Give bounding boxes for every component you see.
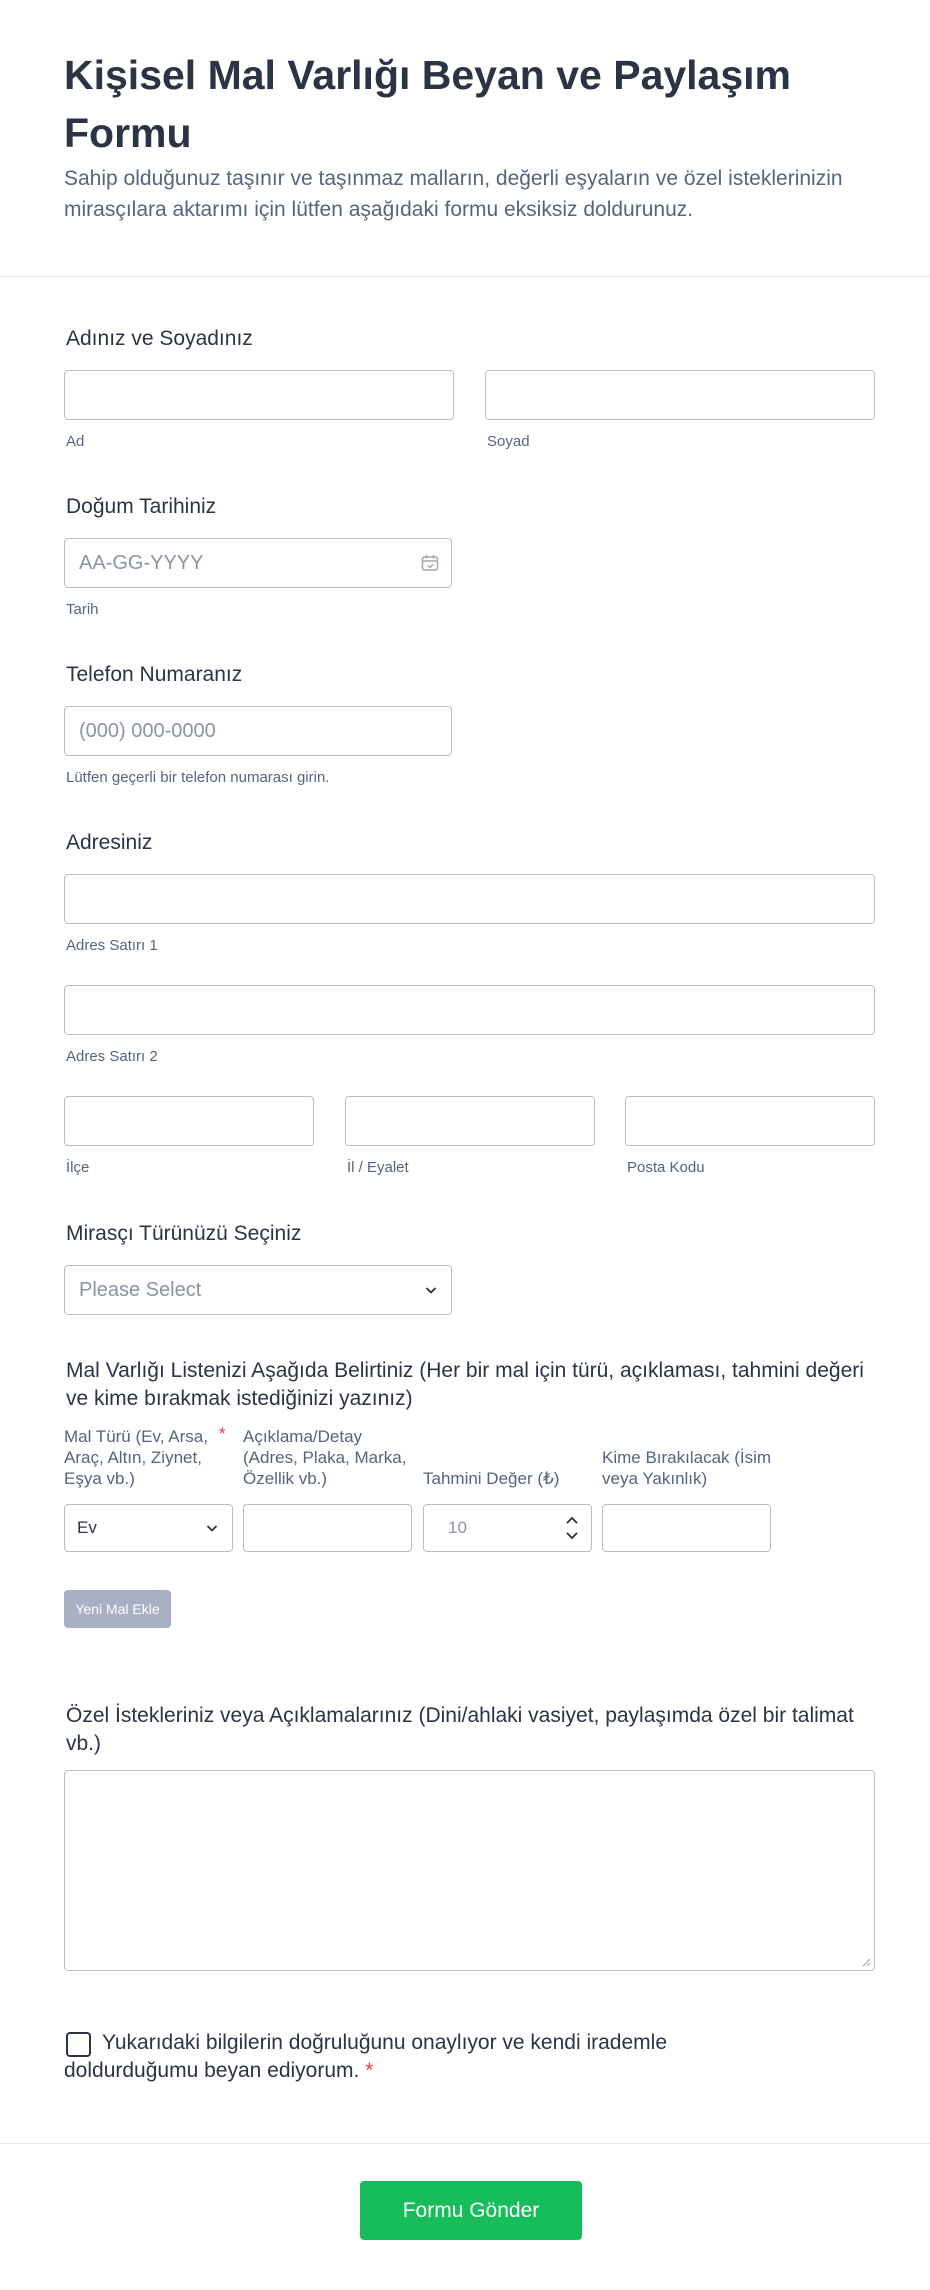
page-subtitle: Sahip olduğunuz taşınır ve taşınmaz malların, değerli eşyaların ve özel isteklerinizin mirasçılara aktarımı için lütfen aşağıdaki formu eksiksiz doldurunuz. bbox=[64, 167, 843, 221]
asset-type-column-header bbox=[64, 1426, 222, 1489]
asset-recipient-input[interactable] bbox=[602, 1504, 771, 1552]
stepper-arrows-icon[interactable] bbox=[565, 1513, 579, 1543]
birth-date-sublabel: Tarih bbox=[66, 601, 99, 618]
notes-label: Özel İstekleriniz veya Açıklamalarınız (Dini/ahlaki vasiyet, paylaşımda özel bir talimat vb.) bbox=[66, 1704, 854, 1755]
calendar-icon[interactable] bbox=[421, 554, 439, 572]
address-line2-sublabel: Adres Satırı 2 bbox=[66, 1048, 158, 1065]
notes-textarea[interactable] bbox=[64, 1770, 875, 1971]
first-name-input[interactable] bbox=[64, 370, 454, 420]
last-name-input[interactable] bbox=[485, 370, 875, 420]
last-name-sublabel: Soyad bbox=[487, 433, 530, 450]
birth-date-input[interactable] bbox=[64, 538, 452, 588]
address-label: Adresiniz bbox=[66, 831, 153, 854]
province-sublabel: İl / Eyalet bbox=[347, 1159, 409, 1176]
consent-text bbox=[64, 2029, 704, 2085]
province-input[interactable] bbox=[345, 1096, 595, 1146]
recipient-column-header: Kime Bırakılacak (İsim veya Yakınlık) bbox=[602, 1448, 772, 1488]
birth-date-placeholder: AA-GG-YYYY bbox=[79, 552, 204, 574]
asset-value-placeholder: 10 bbox=[448, 1518, 467, 1537]
phone-sublabel: Lütfen geçerli bir telefon numarası girin. bbox=[66, 769, 330, 786]
address-line2-input[interactable] bbox=[64, 985, 875, 1035]
asset-type-column-title: Mal Türü (Ev, Arsa, Araç, Altın, Ziynet, Eşya vb.) bbox=[64, 1427, 208, 1488]
heir-type-placeholder: Please Select bbox=[79, 1279, 202, 1301]
resize-handle-icon[interactable] bbox=[861, 1957, 871, 1967]
submit-button[interactable]: Formu Gönder bbox=[360, 2181, 582, 2240]
district-input[interactable] bbox=[64, 1096, 314, 1146]
asset-value-input[interactable] bbox=[423, 1504, 592, 1552]
required-asterisk: * bbox=[365, 2059, 374, 2082]
postal-code-sublabel: Posta Kodu bbox=[627, 1159, 705, 1176]
asset-description-input[interactable] bbox=[243, 1504, 412, 1552]
phone-label: Telefon Numaranız bbox=[66, 663, 243, 686]
phone-input[interactable] bbox=[64, 706, 452, 756]
district-sublabel: İlçe bbox=[66, 1159, 90, 1176]
page-title: Kişisel Mal Varlığı Beyan ve Paylaşım Formu bbox=[64, 52, 792, 156]
consent-label: Yukarıdaki bilgilerin doğruluğunu onaylıyor ve kendi irademle doldurduğumu beyan ediyorum. bbox=[64, 2031, 668, 2082]
form-header bbox=[0, 0, 930, 277]
asset-type-select[interactable] bbox=[64, 1504, 233, 1552]
phone-placeholder: (000) 000-0000 bbox=[79, 720, 216, 742]
heir-type-label: Mirasçı Türünüzü Seçiniz bbox=[66, 1222, 302, 1245]
address-line1-input[interactable] bbox=[64, 874, 875, 924]
add-asset-button[interactable]: Yeni Mal Ekle bbox=[64, 1590, 171, 1628]
heir-type-select[interactable] bbox=[64, 1265, 452, 1315]
address-line1-sublabel: Adres Satırı 1 bbox=[66, 937, 158, 954]
asset-type-value: Ev bbox=[77, 1518, 97, 1537]
value-column-header: Tahmini Değer (₺) bbox=[423, 1469, 560, 1488]
first-name-sublabel: Ad bbox=[66, 433, 85, 450]
footer-divider bbox=[0, 2143, 930, 2144]
required-asterisk: * bbox=[219, 1424, 226, 1443]
birth-date-label: Doğum Tarihiniz bbox=[66, 495, 217, 518]
chevron-down-icon bbox=[204, 1520, 220, 1536]
postal-code-input[interactable] bbox=[625, 1096, 875, 1146]
description-column-header: Açıklama/Detay (Adres, Plaka, Marka, Özellik vb.) bbox=[243, 1427, 407, 1488]
chevron-down-icon bbox=[423, 1282, 439, 1298]
name-label: Adınız ve Soyadınız bbox=[66, 327, 253, 350]
asset-list-label: Mal Varlığı Listenizi Aşağıda Belirtiniz (Her bir mal için türü, açıklaması, tahmini değeri ve kime bırakmak istediğinizi yazınız) bbox=[66, 1359, 864, 1410]
